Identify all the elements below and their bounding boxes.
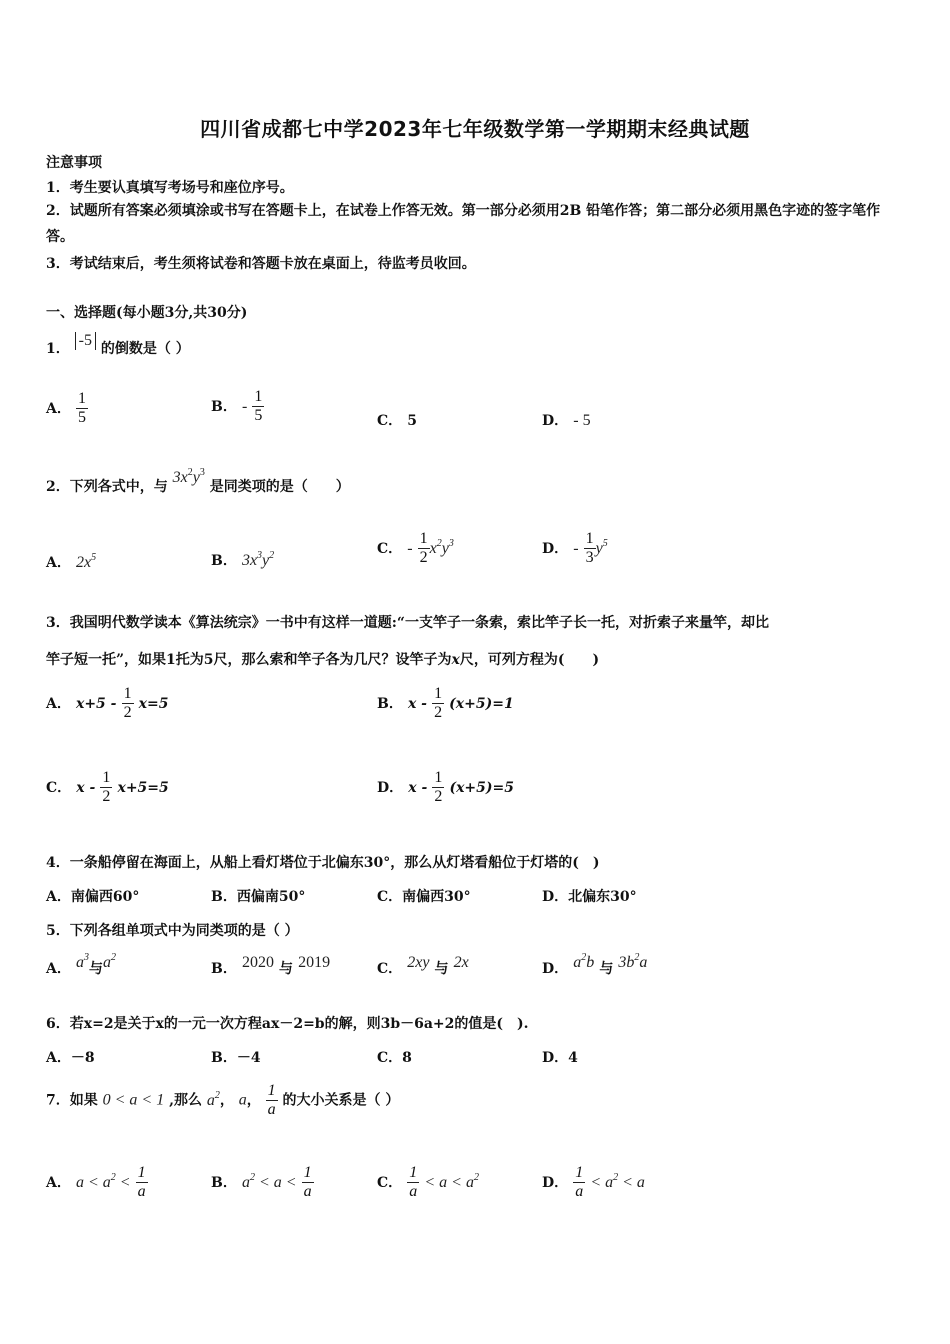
question-3-line-1: 3．我国明代数学读本《算法统宗》一书中有这样一道题:“一支竿子一条索，索比竿子长一托，对折索子来量竿，却比 xyxy=(46,615,769,631)
q6-option-a[interactable]: A．－8 xyxy=(46,1050,95,1066)
section-heading: 一、选择题(每小题3分,共30分) xyxy=(46,305,248,321)
question-1: 1． -5 的倒数是（ ） xyxy=(46,332,190,357)
q4-option-d[interactable]: D．北偏东30° xyxy=(542,889,637,905)
q5-option-b[interactable]: B． 2020 与 2019 xyxy=(211,954,331,977)
notice-heading: 注意事项 xyxy=(46,155,102,171)
q4-option-b[interactable]: B．西偏南50° xyxy=(211,889,306,905)
q7-option-b[interactable]: B． $a^2 < a$ < $\frac{1}{a}$ xyxy=(211,1164,312,1200)
notice-item-2: 2．试题所有答案必须填涂或书写在答题卡上，在试卷上作答无效。第一部分必须用2B 铅笔作答；第二部分必须用黑色字迹的签字笔作答。 xyxy=(46,203,881,245)
question-5: 5．下列各组单项式中为同类项的是（ ） xyxy=(46,923,299,939)
abs-value-expr: -5 xyxy=(75,332,96,350)
q2-option-c[interactable]: C． - $\frac{1}{2}$ $x^2y^3$ xyxy=(377,530,454,566)
question-7: 7．如果 0 < a < 1 ,那么 $a^2$， a， $\frac{1}{a}$ 的大小关系是（ ） xyxy=(46,1082,400,1118)
q5-option-d[interactable]: D． $a^2b$ 与 $3b^2a$ xyxy=(542,952,648,977)
question-2: 2．下列各式中，与 $3x^2y^3$ 是同类项的是（ ） xyxy=(46,467,350,495)
q6-option-d[interactable]: D．4 xyxy=(542,1050,578,1066)
q3-option-c[interactable]: C． x - $\frac{1}{2}$ x+5=5 xyxy=(46,769,169,805)
q1-option-c[interactable]: C． 5 xyxy=(377,413,417,429)
q3-option-d[interactable]: D． x - $\frac{1}{2}$ (x+5)=5 xyxy=(377,769,514,805)
q1-option-d[interactable]: D． - 5 xyxy=(542,412,591,429)
q7-option-a[interactable]: A． $a < a^2$ < $\frac{1}{a}$ xyxy=(46,1164,146,1200)
q1-option-b[interactable]: B． - $\frac{1}{5}$ xyxy=(211,388,263,424)
q5-option-c[interactable]: C． 2xy 与 2x xyxy=(377,954,469,977)
q3-option-b[interactable]: B． x - $\frac{1}{2}$ (x+5)=1 xyxy=(377,685,514,721)
question-3-line-2: 竿子短一托”，如果1托为5尺，那么索和竿子各为几尺？设竿子为x尺，可列方程为( ) xyxy=(46,652,600,668)
q7-option-c[interactable]: C． $\frac{1}{a}$ < $a < a^2$ xyxy=(377,1164,479,1200)
notice-item-1: 1．考生要认真填写考场号和座位序号。 xyxy=(46,180,294,196)
q3-option-a[interactable]: A． x+5 - $\frac{1}{2}$ x=5 xyxy=(46,685,169,721)
q4-option-a[interactable]: A．南偏西60° xyxy=(46,889,140,905)
question-6: 6．若x=2是关于x的一元一次方程ax－2=b的解，则3b－6a+2的值是( ). xyxy=(46,1016,529,1032)
question-4: 4．一条船停留在海面上，从船上看灯塔位于北偏东30°，那么从灯塔看船位于灯塔的( ) xyxy=(46,855,600,871)
q2-option-d[interactable]: D． - $\frac{1}{3}$ $y^5$ xyxy=(542,530,608,566)
q1-option-a[interactable]: A． $\frac{1}{5}$ xyxy=(46,390,86,426)
q4-option-c[interactable]: C．南偏西30° xyxy=(377,889,471,905)
q7-option-d[interactable]: D． $\frac{1}{a}$ < $a^2 < a$ xyxy=(542,1164,645,1200)
q5-option-a[interactable]: A． $a^3$与$a^2$ xyxy=(46,952,116,977)
page-title: 四川省成都七中学2023年七年级数学第一学期期末经典试题 xyxy=(200,117,750,141)
q6-option-b[interactable]: B．－4 xyxy=(211,1050,261,1066)
q2-option-a[interactable]: A． $2x^5$ xyxy=(46,552,97,571)
notice-item-3: 3．考试结束后，考生须将试卷和答题卡放在桌面上，待监考员收回。 xyxy=(46,256,476,272)
q2-option-b[interactable]: B． $3x^3y^2$ xyxy=(211,550,275,569)
q6-option-c[interactable]: C．8 xyxy=(377,1050,412,1066)
